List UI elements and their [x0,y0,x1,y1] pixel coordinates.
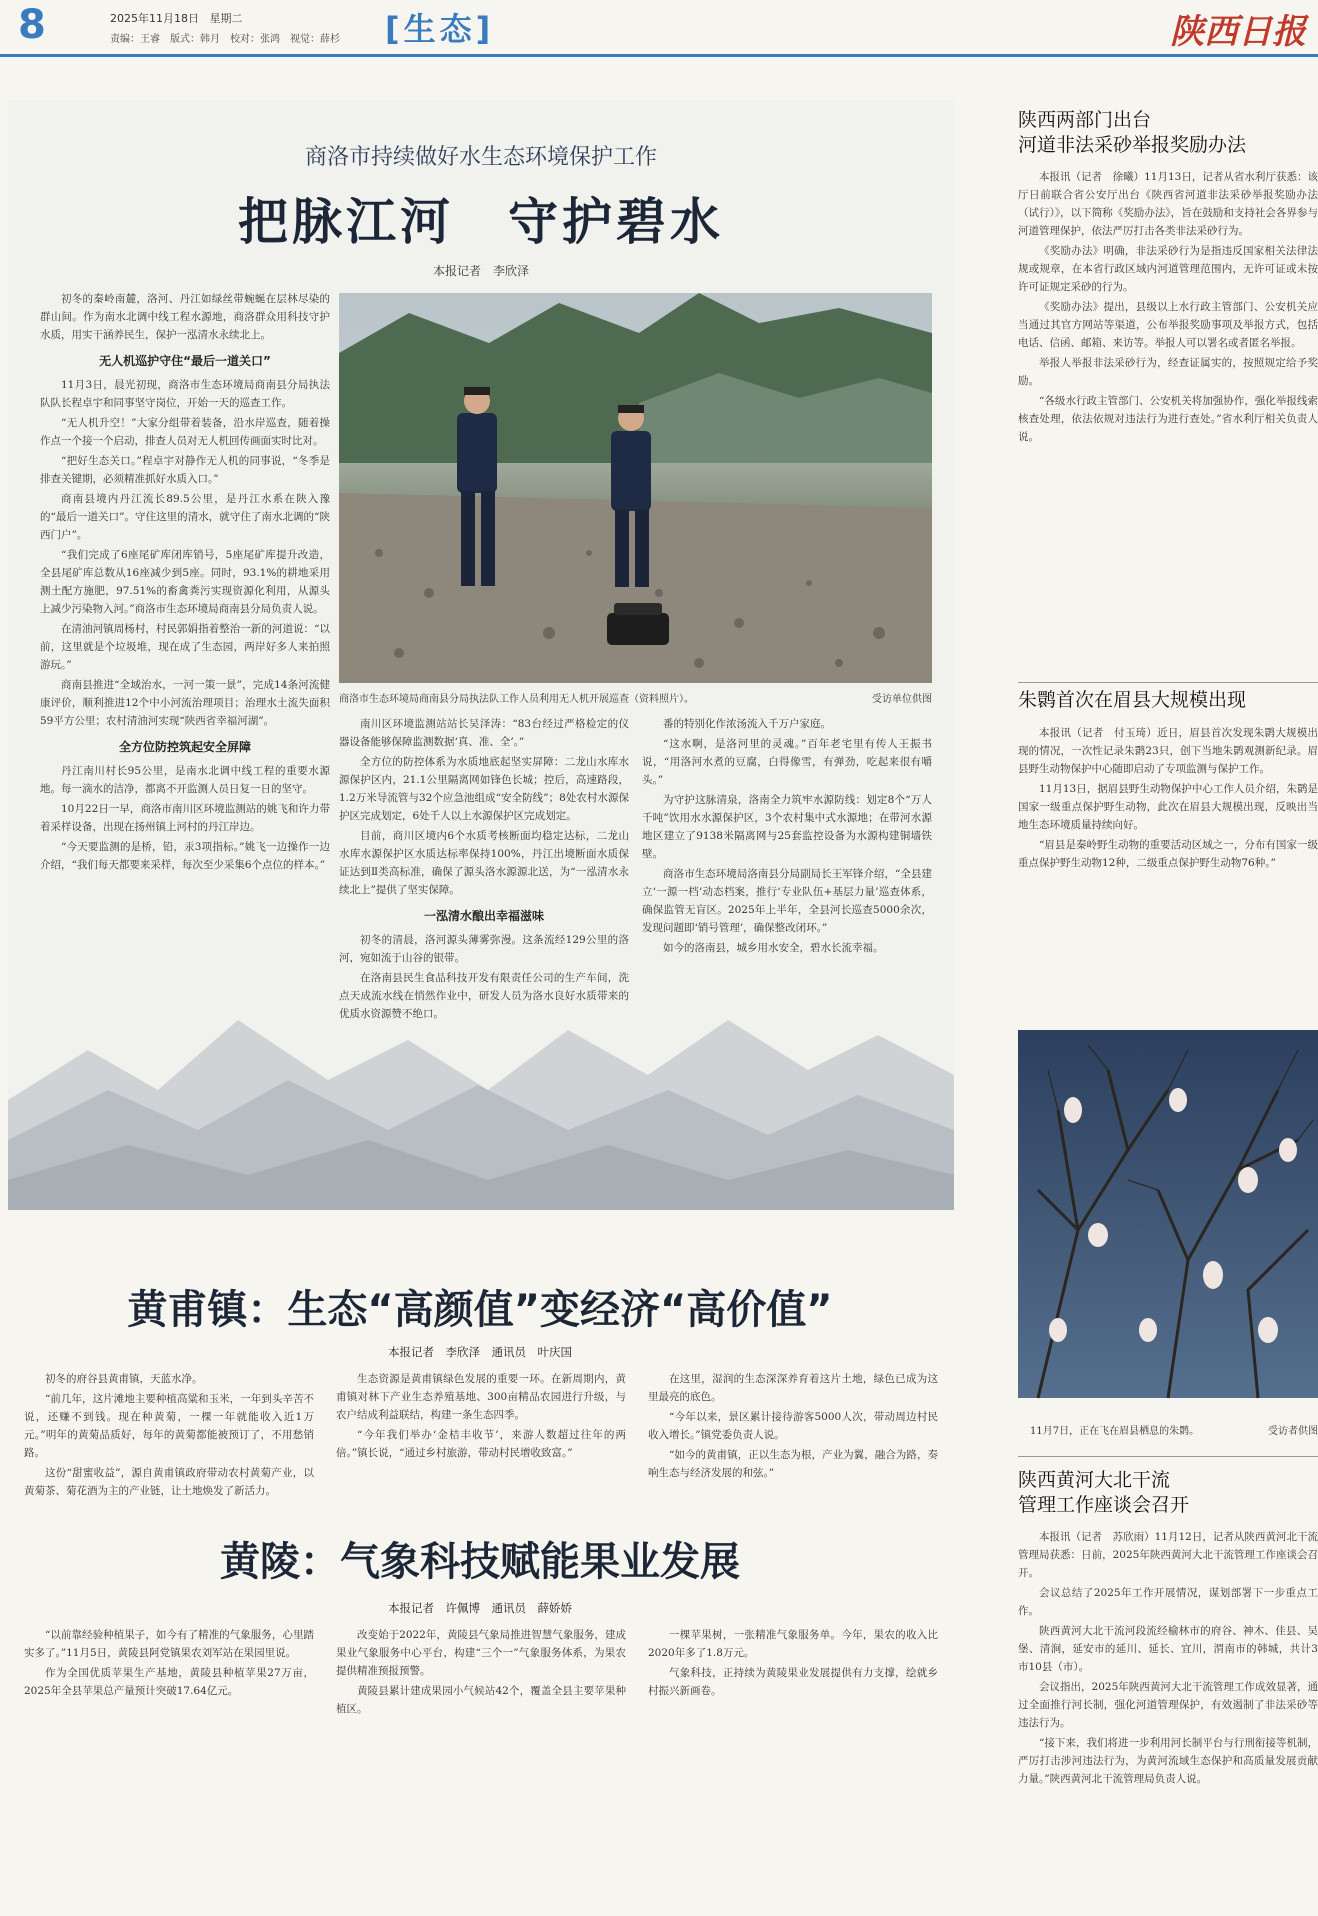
sand-mining-para: “各级水行政主管部门、公安机关将加强协作，强化举报线索核查处理，依法依规对违法行为进行查处。”省水利厅相关负责人说。 [1018,395,1318,443]
yellow-river-headline [1018,1468,1189,1518]
lead-subhead-3: 一泓清水酿出幸福滋味 [423,909,544,923]
ibis-caption [1030,1422,1318,1437]
huangfu-para: “前几年，这片滩地主要种植高粱和玉米，一年到头辛苦不说，还赚不到钱。现在种黄菊，一棵一年就能收入近1万元。”明年的黄菊品质好，每年的黄菊都能被预订了，不用愁销路。 [24,1393,314,1459]
huangling-byline: 本报记者 许佩博 通讯员 薛娇娇 [388,1601,572,1615]
photo-credit: 受访单位供图 [872,694,932,705]
huangling-para: 作为全国优质苹果生产基地，黄陵县种植苹果27万亩，2025年全县苹果总产量预计突破17.64亿元。 [24,1667,314,1697]
huangling-para: 改变始于2022年，黄陵县气象局推进智慧气象服务，建成果业气象服务中心平台，构建“三个一”气象服务体系，为果农提供精准预报预警。 [336,1629,626,1677]
huangfu-para: “今年以来，景区累计接待游客5000人次，带动周边村民收入增长。”镇党委负责人说。 [648,1411,938,1441]
lead-para: “今天要监测的是桥，铅，汞3项指标。”姚飞一边操作一边介绍，“我们每天都要来采样，每次至少采集6个点位的样本。” [40,841,330,871]
sand-mining-para: 《奖励办法》明确，非法采砂行为是指违反国家相关法律法规或规章，在本省行政区域内河道管理范围内，无许可证或未按许可证规定采砂的行为。 [1018,245,1318,293]
huangling-column-2 [336,1626,626,1906]
huangfu-para: 生态资源是黄甫镇绿色发展的重要一环。在新周期内，黄甫镇对林下产业生态养殖基地、300亩精品农园进行升级，与农户结成利益联结，构建一条生态四季。 [336,1373,626,1421]
masthead [0,0,1318,55]
photo-illustration [339,293,932,683]
huangfu-column-1 [24,1370,314,1510]
lead-para: “这水啊，是洛河里的灵魂。”百年老宅里有传人王振书说，“用洛河水煮的豆腐，白得像雪，有弹劲，吃起来很有嚼头。” [642,738,932,786]
lead-byline: 本报记者 李欣泽 [432,264,529,278]
sand-mining-para: 本报讯（记者 徐曦）11月13日，记者从省水利厅获悉：该厅日前联合省公安厅出台《陕西省河道非法采砂举报奖励办法（试行）》，以下简称《奖励办法》，旨在鼓励和支持社会各界参与河道管理保护，依法严厉打击各类非法采砂行为。 [1018,171,1318,237]
sand-mining-para: 举报人举报非法采砂行为，经查证属实的，按照规定给予奖励。 [1018,357,1318,387]
lead-para: “我们完成了6座尾矿库闭库销号，5座尾矿库提升改造，全县尾矿库总数从16座减少到5座。同时，93.1%的耕地采用测土配方施肥，97.51%的畜禽粪污实现资源化利用，从源头上减少污染物入河。”商洛市生态环境局商南县分局负责人说。 [40,549,330,615]
ibis-para: 本报讯（记者 付玉琦）近日，眉县首次发现朱鹮大规模出现的情况，一次性记录朱鹮23只，创下当地朱鹮观测新纪录。眉县野生动物保护中心随即启动了专项监测与保护工作。 [1018,727,1318,775]
lead-story [8,100,954,1210]
huangfu-para: “如今的黄甫镇，正以生态为根，产业为翼，融合为路，奏响生态与经济发展的和弦。” [648,1449,938,1479]
divider [1018,682,1318,683]
lead-para: 如今的洛南县，城乡用水安全，碧水长流幸福。 [663,942,884,954]
lead-para: 目前，商川区境内6个水质考核断面均稳定达标，二龙山水库水源保护区水质达标率保持100%，丹江出境断面水质保证达到Ⅱ类高标准，确保了源头洛水源源北送，为“一泓清水永续北上”提供了坚实保障。 [339,830,629,896]
huangling-headline: 黄陵：气象科技赋能果业发展 [220,1539,740,1585]
lead-subhead-2: 全方位防控筑起安全屏障 [118,740,251,754]
lead-para: 商南县境内丹江流长89.5公里，是丹江水系在陕入豫的“最后一道关口”。守住这里的清水，就守住了南水北调的“陕西门户”。 [40,493,330,541]
lead-subhead-1: 无人机巡护守住“最后一道关口” [99,354,271,368]
photo-illustration [1018,1030,1318,1398]
huangfu-column-3 [648,1370,938,1510]
huangling-column-3 [648,1626,938,1906]
header-rule [0,54,1318,57]
weekday: 星期二 [209,12,243,25]
lead-para: 丹江南川村长95公里，是南水北调中线工程的重要水源地。每一滴水的洁净，都离不开监测人员日复一日的坚守。 [40,765,330,795]
huangfu-headline: 黄甫镇：生态“高颜值”变经济“高价值” [127,1287,833,1333]
crested-ibis-photo [1018,1030,1318,1398]
lead-para: 全方位的防控体系为水质地底起坚实屏障：二龙山水库水源保护区内，21.1公里隔离网如锋色长城；控后，高速路段，1.2万米导流管与32个应急池组成“安全防线”；8处农村水源保护区完成划定，6处千人以上水源保护区完成划定。 [339,756,629,822]
caption-text: 商洛市生态环境局商南县分局执法队工作人员利用无人机开展巡查（资料照片）。 [339,694,694,705]
ibis-para: “眉县是秦岭野生动物的重要活动区域之一，分布有国家一级重点保护野生动物12种，二级重点保护野生动物76种。” [1018,839,1318,869]
yellow-river-para: “接下来，我们将进一步利用河长制平台与行刑衔接等机制，严厉打击涉河违法行为，为黄河流域生态保护和高质量发展贡献力量。”陕西黄河北干流管理局负责人说。 [1018,1737,1318,1785]
sand-mining-body [1018,168,1318,668]
lead-para: 在洛南县民生食品科技开发有限责任公司的生产车间，洗点天成流水线在悄然作业中，研发人员为洛水良好水质带来的优质水资源赞不绝口。 [339,972,629,1020]
huangling-para: “以前靠经验种植果子，如今有了精准的气象服务，心里踏实多了。”11月5日，黄陵县阿党镇果农刘军站在果园里说。 [24,1629,314,1659]
headline-line: 陕西黄河大北干流 [1018,1469,1171,1491]
yellow-river-para: 会议总结了2025年工作开展情况，谋划部署下一步重点工作。 [1018,1587,1318,1617]
yellow-river-body [1018,1528,1318,1908]
huangling-column-1 [24,1626,314,1906]
huangfu-para: “今年我们举办‘金桔丰收节’，来游人数超过往年的两倍。”镇长说，“通过乡村旅游，带动村民增收致富。” [336,1429,626,1459]
huangfu-byline: 本报记者 李欣泽 通讯员 叶庆国 [388,1345,572,1359]
photo-credit: 受访者供图 [1268,1426,1318,1437]
divider [1018,1456,1318,1457]
lead-para: 初冬的清晨，洛河源头薄雾弥漫。这条流经129公里的洛河，宛如流于山谷的银带。 [339,934,629,964]
lead-para: 南川区环境监测站站长吴泽涛：“83台经过严格检定的仪器设备能够保障监测数据‘真、准、全’。” [339,718,629,748]
lead-para: 商南县推进“全域治水，一河一策一景”，完成14条河流健康评价，顺利推进12个中小河流治理项目；治理水土流失面积59平方公里；农村清油河实现“陕西省幸福河湖”。 [40,679,330,727]
sand-mining-para: 《奖励办法》提出，县级以上水行政主管部门、公安机关应当通过其官方网站等渠道，公布举报奖励事项及举报方式，包括电话、信函、邮箱、来访等。举报人可以署名或者匿名举报。 [1018,301,1318,349]
lead-kicker: 商洛市持续做好水生态环境保护工作 [304,145,657,170]
yellow-river-para: 会议指出，2025年陕西黄河大北干流管理工作成效显著，通过全面推行河长制，强化河道管理保护，有效遏制了非法采砂等违法行为。 [1018,1681,1318,1729]
lead-para: 11月3日，晨光初现，商洛市生态环境局商南县分局执法队队长程卓宇和同事坚守岗位，开始一天的巡查工作。 [40,379,330,409]
lead-column-3 [642,715,932,955]
caption-text: 11月7日，正在飞在眉县栖息的朱鹮。 [1030,1426,1200,1437]
huangling-para: 黄陵县累计建成果园小气候站42个，覆盖全县主要苹果种植区。 [336,1685,626,1715]
ibis-headline: 朱鹮首次在眉县大规模出现 [1018,689,1247,711]
yellow-river-para: 陕西黄河大北干流河段流经榆林市的府谷、神木、佳县、吴堡、清涧，延安市的延川、延长、宜川，渭南市的韩城，共计3市10县（市）。 [1018,1625,1318,1673]
headline-line: 陕西两部门出台 [1018,109,1152,131]
lead-column-2 [339,715,629,1020]
huangfu-para: 初冬的府谷县黄甫镇，天蓝水净。 [45,1373,203,1385]
headline-line: 管理工作座谈会召开 [1018,1494,1190,1516]
yellow-river-para: 本报讯（记者 苏欣雨）11月12日，记者从陕西黄河北干流管理局获悉：日前，2025年陕西黄河大北干流管理工作座谈会召开。 [1018,1531,1318,1579]
lead-para: 为守护这脉清泉，洛南全力筑牢水源防线：划定8个“万人千吨”饮用水水源保护区，3个农村集中式水源地；在带河水源地区建立了9138米隔离网与25套监控设备为水源构建铜墙铁壁。 [642,794,932,860]
lead-para: 10月22日一早，商洛市南川区环境监测站的姚飞和许力带着采样设备，出现在扬州镇上河村的丹江岸边。 [40,803,330,833]
lead-para: 商洛市生态环境局洛南县分局副局长王军锋介绍，“全县建立‘一源一档’动态档案，推行‘专业队伍+基层力量’巡查体系，确保监管无盲区。2025年上半年，全县河长巡查5000余次，发现问题即‘销号管理’，确保整改闭环。” [642,868,932,934]
lead-photo-caption [339,690,932,705]
lead-para: “无人机升空！”大家分组带着装备，沿水岸巡查，随着操作点一个接一个启动，排查人员对无人机回传画面实时比对。 [40,417,330,447]
huangfu-column-2 [336,1370,626,1510]
sand-mining-headline [1018,108,1246,158]
page-number: 8 [18,2,46,48]
staff-credits: 责编：王睿 版式：韩月 校对：张鸿 视觉：薛杉 [110,34,340,45]
lead-headline: 把脉江河 守护碧水 [238,193,724,251]
lead-column-1 [40,290,330,1100]
huangling-para: 一棵苹果树，一张精准气象服务单。今年，果农的收入比2020年多了1.8万元。 [648,1629,938,1659]
lead-para: 在清油河镇周杨村，村民郭娟指着整治一新的河道说：“以前，这里就是个垃圾堆，现在成了生态园，两岸好多人来拍照游玩。” [40,623,330,671]
ibis-para: 11月13日，据眉县野生动物保护中心工作人员介绍，朱鹮是国家一级重点保护野生动物，此次在眉县大规模出现，反映出当地生态环境质量持续向好。 [1018,783,1318,831]
lead-para: 番的特别化作浓汤流入千万户家庭。 [663,718,831,730]
drone-inspection-photo [339,293,932,683]
section-title: [生态] [385,10,495,48]
ibis-body [1018,724,1318,1020]
newspaper-logo: 陕西日报 [1170,12,1306,52]
headline-line: 河道非法采砂举报奖励办法 [1018,134,1247,156]
issue-date [110,10,243,26]
huangfu-para: 这份“甜蜜收益”，源自黄甫镇政府带动农村黄菊产业，以黄菊茶、菊花酒为主的产业链，让土地焕发了新活力。 [24,1467,314,1497]
huangling-para: 气象科技，正持续为黄陵果业发展提供有力支撑，绘就乡村振兴新画卷。 [648,1667,938,1697]
huangfu-para: 在这里，湿润的生态深深养育着这片土地，绿色已成为这里最亮的底色。 [648,1373,938,1403]
lead-intro: 初冬的秦岭南麓，洛河、丹江如绿丝带蜿蜒在层林尽染的群山间。作为南水北调中线工程水源地，商洛群众用科技守护水质，用实干涵养民生，保护一泓清水永续北上。 [40,293,330,341]
lead-para: “把好生态关口。”程卓宇对静作无人机的同事说，“冬季是排查关键期，必须精准抓好水质入口。” [40,455,330,485]
date: 2025年11月18日 [110,12,199,25]
